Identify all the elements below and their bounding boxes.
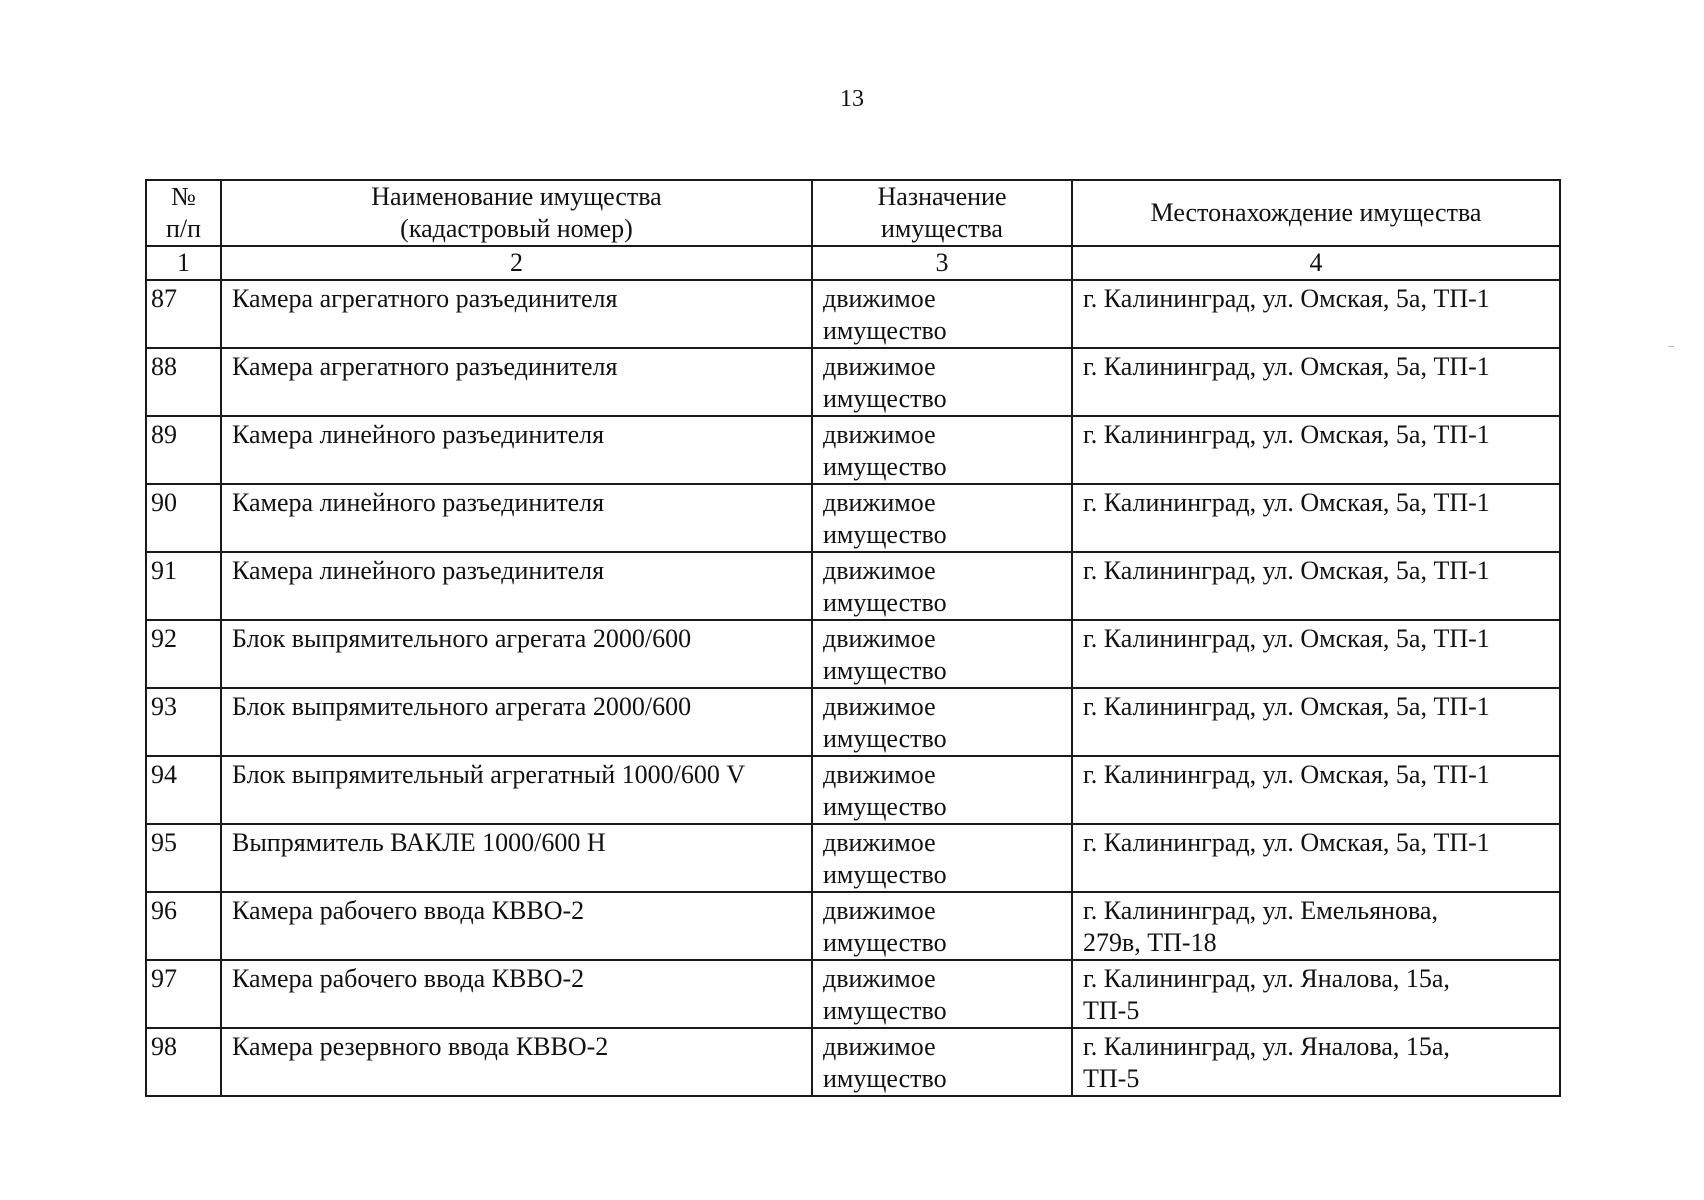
table-row — [146, 824, 1560, 892]
property-name: Камера агрегатного разъединителя — [221, 348, 812, 416]
property-location: г. Калининград, ул. Омская, 5а, ТП-1 — [1072, 416, 1560, 484]
table-body — [146, 280, 1560, 1096]
row-number: 90 — [146, 484, 221, 552]
row-number: 88 — [146, 348, 221, 416]
row-number: 94 — [146, 756, 221, 824]
row-number: 92 — [146, 620, 221, 688]
row-number: 95 — [146, 824, 221, 892]
property-purpose: движимое имущество — [812, 824, 1072, 892]
column-number: 1 — [146, 246, 221, 280]
table-header-row — [146, 180, 1560, 246]
table-row — [146, 960, 1560, 1028]
property-purpose: движимое имущество — [812, 416, 1072, 484]
property-name: Камера агрегатного разъединителя — [221, 280, 812, 348]
column-number: 4 — [1072, 246, 1560, 280]
page-number: 13 — [840, 86, 864, 112]
header-location: Местонахождение имущества — [1072, 180, 1560, 246]
property-location: г. Калининград, ул. Яналова, 15а, ТП-5 — [1072, 960, 1560, 1028]
property-location: г. Калининград, ул. Омская, 5а, ТП-1 — [1072, 280, 1560, 348]
property-name: Блок выпрямительный агрегатный 1000/600 V — [221, 756, 812, 824]
table-row — [146, 280, 1560, 348]
scan-mark — [1668, 346, 1674, 347]
property-location: г. Калининград, ул. Омская, 5а, ТП-1 — [1072, 620, 1560, 688]
row-number: 93 — [146, 688, 221, 756]
table-row — [146, 348, 1560, 416]
row-number: 98 — [146, 1028, 221, 1096]
header-property-name: Наименование имущества (кадастровый номер) — [221, 180, 812, 246]
property-location: г. Калининград, ул. Омская, 5а, ТП-1 — [1072, 756, 1560, 824]
property-name: Блок выпрямительного агрегата 2000/600 — [221, 620, 812, 688]
row-number: 87 — [146, 280, 221, 348]
row-number: 91 — [146, 552, 221, 620]
row-number: 96 — [146, 892, 221, 960]
property-purpose: движимое имущество — [812, 620, 1072, 688]
header-purpose: Назначение имущества — [812, 180, 1072, 246]
property-location: г. Калининград, ул. Омская, 5а, ТП-1 — [1072, 688, 1560, 756]
property-purpose: движимое имущество — [812, 280, 1072, 348]
property-purpose: движимое имущество — [812, 688, 1072, 756]
table-row — [146, 892, 1560, 960]
table-row — [146, 756, 1560, 824]
table-row — [146, 416, 1560, 484]
table-row — [146, 688, 1560, 756]
property-name: Камера линейного разъединителя — [221, 484, 812, 552]
property-location: г. Калининград, ул. Омская, 5а, ТП-1 — [1072, 824, 1560, 892]
property-name: Камера линейного разъединителя — [221, 416, 812, 484]
column-number: 2 — [221, 246, 812, 280]
property-location: г. Калининград, ул. Омская, 5а, ТП-1 — [1072, 484, 1560, 552]
table-row — [146, 552, 1560, 620]
property-name: Камера рабочего ввода КВВО-2 — [221, 892, 812, 960]
property-name: Выпрямитель ВАКЛЕ 1000/600 Н — [221, 824, 812, 892]
table-row — [146, 1028, 1560, 1096]
property-table — [145, 179, 1561, 1097]
property-purpose: движимое имущество — [812, 756, 1072, 824]
header-number: № п/п — [146, 180, 221, 246]
column-numbers-row — [146, 246, 1560, 280]
property-location: г. Калининград, ул. Омская, 5а, ТП-1 — [1072, 552, 1560, 620]
property-name: Камера резервного ввода КВВО-2 — [221, 1028, 812, 1096]
property-purpose: движимое имущество — [812, 348, 1072, 416]
property-purpose: движимое имущество — [812, 1028, 1072, 1096]
table-row — [146, 620, 1560, 688]
table-row — [146, 484, 1560, 552]
property-location: г. Калининград, ул. Яналова, 15а, ТП-5 — [1072, 1028, 1560, 1096]
property-purpose: движимое имущество — [812, 552, 1072, 620]
property-name: Блок выпрямительного агрегата 2000/600 — [221, 688, 812, 756]
property-name: Камера рабочего ввода КВВО-2 — [221, 960, 812, 1028]
property-purpose: движимое имущество — [812, 484, 1072, 552]
row-number: 97 — [146, 960, 221, 1028]
row-number: 89 — [146, 416, 221, 484]
property-purpose: движимое имущество — [812, 960, 1072, 1028]
column-number: 3 — [812, 246, 1072, 280]
property-location: г. Калининград, ул. Емельянова, 279в, ТП-18 — [1072, 892, 1560, 960]
property-purpose: движимое имущество — [812, 892, 1072, 960]
property-location: г. Калининград, ул. Омская, 5а, ТП-1 — [1072, 348, 1560, 416]
property-name: Камера линейного разъединителя — [221, 552, 812, 620]
